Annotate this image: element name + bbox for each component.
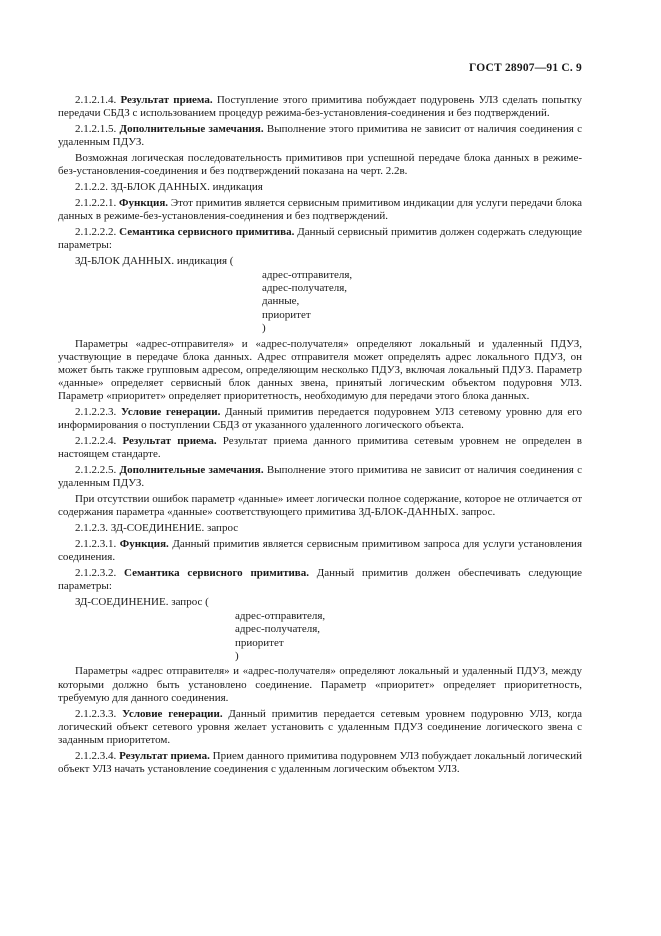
- primitive-2-param: адрес-отправителя,: [235, 610, 326, 623]
- primitive-1-head: ЗД-БЛОК ДАННЫХ. индикация (: [75, 254, 234, 267]
- primitive-2-params: [235, 610, 582, 663]
- page-header: ГОСТ 28907—91 С. 9: [469, 62, 582, 74]
- primitive-2-head: ЗД-СОЕДИНЕНИЕ. запрос (: [75, 595, 209, 608]
- primitive-1-param: адрес-получателя,: [262, 282, 348, 295]
- paragraph-errors: При отсутствии ошибок параметр «данные» имеет логически полное содержание, которое не отличается от содержания параметра «данные» соответствующего примитива ЗД-БЛОК-ДАННЫХ. запрос.: [58, 493, 582, 519]
- primitive-1-param: данные,: [262, 295, 300, 308]
- primitive-2-close: ): [235, 649, 239, 662]
- paragraph-2-1-2-2-1: 2.1.2.2.1. Функция. Этот примитив является сервисным примитивом индикации для услуги передачи блока данных в режиме-без-установления-соединения и без подтверждений.: [58, 196, 583, 222]
- primitive-1-param: приоритет: [262, 308, 311, 321]
- paragraph-2-1-2-3-3: 2.1.2.3.3. Условие генерации. Данный примитив передается сетевым уровнем подуровню УЛЗ, когда логический объект сетевого уровня желает установить с удаленным ПДУЗ соединение логического звена с заданным приоритетом.: [58, 707, 582, 747]
- paragraph-2-1-2-3-4: 2.1.2.3.4. Результат приема. Прием данного примитива подуровнем УЛЗ побуждает локальный логический объект УЛЗ начать установление соединения с удаленным логическим объектом УЛЗ.: [58, 749, 582, 776]
- paragraph-sequence: Возможная логическая последовательность примитивов при успешной передаче блока данных в режиме-без-установления-соединения и без подтверждений показана на черт. 2.2в.: [58, 152, 582, 178]
- primitive-2-param: приоритет: [235, 636, 284, 649]
- primitive-2-param: адрес-получателя,: [235, 623, 321, 636]
- heading-2-1-2-3: 2.1.2.3. ЗД-СОЕДИНЕНИЕ. запрос: [75, 522, 239, 535]
- primitive-1-params: [262, 269, 582, 335]
- primitive-1-param: адрес-отправителя,: [262, 269, 353, 281]
- paragraph-2-1-2-3-2: 2.1.2.3.2. Семантика сервисного примитива. Данный примитив должен обеспечивать следующие параметры:: [58, 566, 583, 593]
- heading-2-1-2-2: 2.1.2.2. ЗД-БЛОК ДАННЫХ. индикация: [75, 181, 263, 193]
- paragraph-2-1-2-2-3: 2.1.2.2.3. Условие генерации. Данный примитив передается подуровнем УЛЗ сетевому уровню для его информирования о поступлении СБДЗ от указанного удаленного логического объекта.: [58, 406, 583, 432]
- paragraph-2-1-2-3-1: 2.1.2.3.1. Функция. Данный примитив является сервисным примитивом запроса для услуги установления соединения.: [58, 537, 583, 564]
- paragraph-2-1-2-2-2: 2.1.2.2.2. Семантика сервисного примитива. Данный сервисный примитив должен содержать следующие параметры:: [58, 225, 583, 251]
- paragraph-2-1-2-2-5: 2.1.2.2.5. Дополнительные замечания. Выполнение этого примитива не зависит от наличия соединения с удаленным ПДУЗ.: [58, 464, 583, 490]
- primitive-1-close: ): [262, 321, 266, 334]
- paragraph-params-2: Параметры «адрес отправителя» и «адрес-получателя» определяют локальный и удаленный ПДУЗ, между которыми должно быть установлено соединение. Параметр «приоритет» определяет приоритетность, требуемую для данного соединения.: [58, 665, 582, 704]
- paragraph-params-1: Параметры «адрес-отправителя» и «адрес-получателя» определяют локальный и удаленный ПДУЗ, участвующие в передаче блока данных. Адрес отправителя может определять адрес локального ПДУЗ, он может быть также групповым адресом, определяющим несколько ПДУЗ, включая локальный ПДУЗ. Параметр «данные» определяет сервисный блок данных звена, принятый логическим объектом подуровня УЛЗ. Параметр «приоритет» определяет приоритетность, необходимую для передачи этого блока данных.: [58, 337, 582, 403]
- paragraph-2-1-2-2-4: 2.1.2.2.4. Результат приема. Результат приема данного примитива сетевым уровнем не определен в настоящем стандарте.: [58, 435, 582, 461]
- document-body: [58, 94, 582, 779]
- paragraph-2-1-2-1-4: 2.1.2.1.4. Результат приема. Поступление этого примитива побуждает подуровень УЛЗ сделать попытку передачи СБДЗ с использованием процедур режима-без-установления-соединения и без подтверждений.: [58, 94, 582, 120]
- paragraph-2-1-2-1-5: 2.1.2.1.5. Дополнительные замечания. Выполнение этого примитива не зависит от наличия соединения с удаленным ПДУЗ.: [58, 123, 583, 149]
